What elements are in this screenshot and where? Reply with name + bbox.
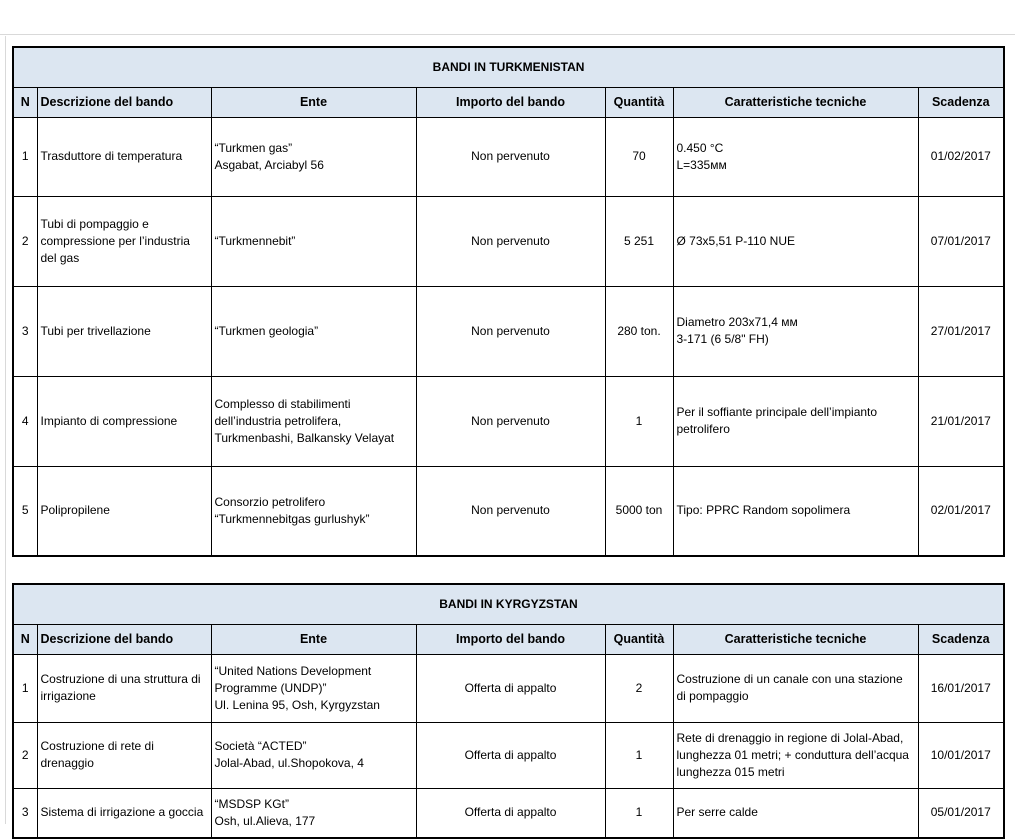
table-row (13, 286, 1004, 376)
cell-caratteristiche: Ø 73x5,51 P-110 NUE (673, 196, 918, 286)
col-header-caratteristiche: Caratteristiche tecniche (673, 624, 918, 654)
table-title: BANDI IN TURKMENISTAN (13, 47, 1004, 87)
cell-n: 4 (13, 376, 37, 466)
cell-quantita: 5000 ton (605, 466, 673, 556)
cell-descrizione: Tubi per trivellazione (37, 286, 211, 376)
cell-importo: Offerta di appalto (416, 722, 605, 788)
cell-importo: Offerta di appalto (416, 788, 605, 838)
col-header-descrizione: Descrizione del bando (37, 624, 211, 654)
cell-importo: Non pervenuto (416, 286, 605, 376)
cell-caratteristiche: Tipo: PPRC Random sopolimera (673, 466, 918, 556)
cell-importo: Non pervenuto (416, 466, 605, 556)
cell-ente: “Turkmennebit” (211, 196, 416, 286)
cell-n: 2 (13, 196, 37, 286)
cell-scadenza: 01/02/2017 (918, 117, 1004, 196)
cell-ente: “United Nations Development Programme (UNDP)” Ul. Lenina 95, Osh, Kyrgyzstan (211, 654, 416, 722)
cell-n: 3 (13, 788, 37, 838)
cell-scadenza: 02/01/2017 (918, 466, 1004, 556)
cell-ente: “Turkmen gas” Asgabat, Arciabyl 56 (211, 117, 416, 196)
cell-importo: Non pervenuto (416, 117, 605, 196)
cell-descrizione: Costruzione di una struttura di irrigazione (37, 654, 211, 722)
col-header-scadenza: Scadenza (918, 87, 1004, 117)
cell-caratteristiche: Per serre calde (673, 788, 918, 838)
col-header-n: N (13, 624, 37, 654)
col-header-importo: Importo del bando (416, 624, 605, 654)
col-header-scadenza: Scadenza (918, 624, 1004, 654)
table-row (13, 722, 1004, 788)
cell-descrizione: Sistema di irrigazione a goccia (37, 788, 211, 838)
cell-importo: Non pervenuto (416, 196, 605, 286)
cell-caratteristiche: Per il soffiante principale dell’impianto petrolifero (673, 376, 918, 466)
table-row (13, 196, 1004, 286)
cell-scadenza: 05/01/2017 (918, 788, 1004, 838)
cell-ente: Consorzio petrolifero “Turkmennebitgas gurlushyk” (211, 466, 416, 556)
cell-scadenza: 16/01/2017 (918, 654, 1004, 722)
table-row (13, 788, 1004, 838)
cell-caratteristiche: Rete di drenaggio in regione di Jolal-Abad, lunghezza 01 metri; + conduttura dell’acqua lunghezza 015 metri (673, 722, 918, 788)
cell-scadenza: 07/01/2017 (918, 196, 1004, 286)
col-header-ente: Ente (211, 624, 416, 654)
header-row (13, 87, 1004, 117)
cell-n: 3 (13, 286, 37, 376)
cell-ente: “Turkmen geologia” (211, 286, 416, 376)
cell-scadenza: 10/01/2017 (918, 722, 1004, 788)
cell-caratteristiche: Diametro 203x71,4 мм 3-171 (6 5/8" FH) (673, 286, 918, 376)
cell-descrizione: Polipropilene (37, 466, 211, 556)
cell-quantita: 1 (605, 788, 673, 838)
cell-n: 1 (13, 117, 37, 196)
tenders-table-kyrgyzstan (12, 583, 1005, 839)
cell-ente: “MSDSP KGt” Osh, ul.Alieva, 177 (211, 788, 416, 838)
cell-descrizione: Impianto di compressione (37, 376, 211, 466)
cell-descrizione: Tubi di pompaggio e compressione per l’industria del gas (37, 196, 211, 286)
cell-caratteristiche: Costruzione di un canale con una stazione di pompaggio (673, 654, 918, 722)
col-header-importo: Importo del bando (416, 87, 605, 117)
cell-quantita: 280 ton. (605, 286, 673, 376)
cell-ente: Società “ACTED” Jolal-Abad, ul.Shopokova, 4 (211, 722, 416, 788)
col-header-ente: Ente (211, 87, 416, 117)
col-header-quantita: Quantità (605, 87, 673, 117)
cell-descrizione: Trasduttore di temperatura (37, 117, 211, 196)
cell-quantita: 70 (605, 117, 673, 196)
cell-scadenza: 21/01/2017 (918, 376, 1004, 466)
header-row (13, 624, 1004, 654)
cell-n: 5 (13, 466, 37, 556)
left-border-line (5, 36, 6, 824)
cell-quantita: 2 (605, 654, 673, 722)
col-header-quantita: Quantità (605, 624, 673, 654)
table-row (13, 466, 1004, 556)
table-title: BANDI IN KYRGYZSTAN (13, 584, 1004, 624)
tenders-table-turkmenistan (12, 46, 1005, 557)
top-bar (0, 0, 1015, 35)
cell-caratteristiche: 0.450 °C L=335мм (673, 117, 918, 196)
cell-descrizione: Costruzione di rete di drenaggio (37, 722, 211, 788)
cell-quantita: 5 251 (605, 196, 673, 286)
cell-ente: Complesso di stabilimenti dell’industria petrolifera, Turkmenbashi, Balkansky Velayat (211, 376, 416, 466)
table-row (13, 376, 1004, 466)
col-header-caratteristiche: Caratteristiche tecniche (673, 87, 918, 117)
cell-quantita: 1 (605, 722, 673, 788)
cell-n: 1 (13, 654, 37, 722)
col-header-descrizione: Descrizione del bando (37, 87, 211, 117)
cell-importo: Non pervenuto (416, 376, 605, 466)
cell-scadenza: 27/01/2017 (918, 286, 1004, 376)
cell-quantita: 1 (605, 376, 673, 466)
table-row (13, 117, 1004, 196)
col-header-n: N (13, 87, 37, 117)
cell-importo: Offerta di appalto (416, 654, 605, 722)
table-row (13, 654, 1004, 722)
cell-n: 2 (13, 722, 37, 788)
